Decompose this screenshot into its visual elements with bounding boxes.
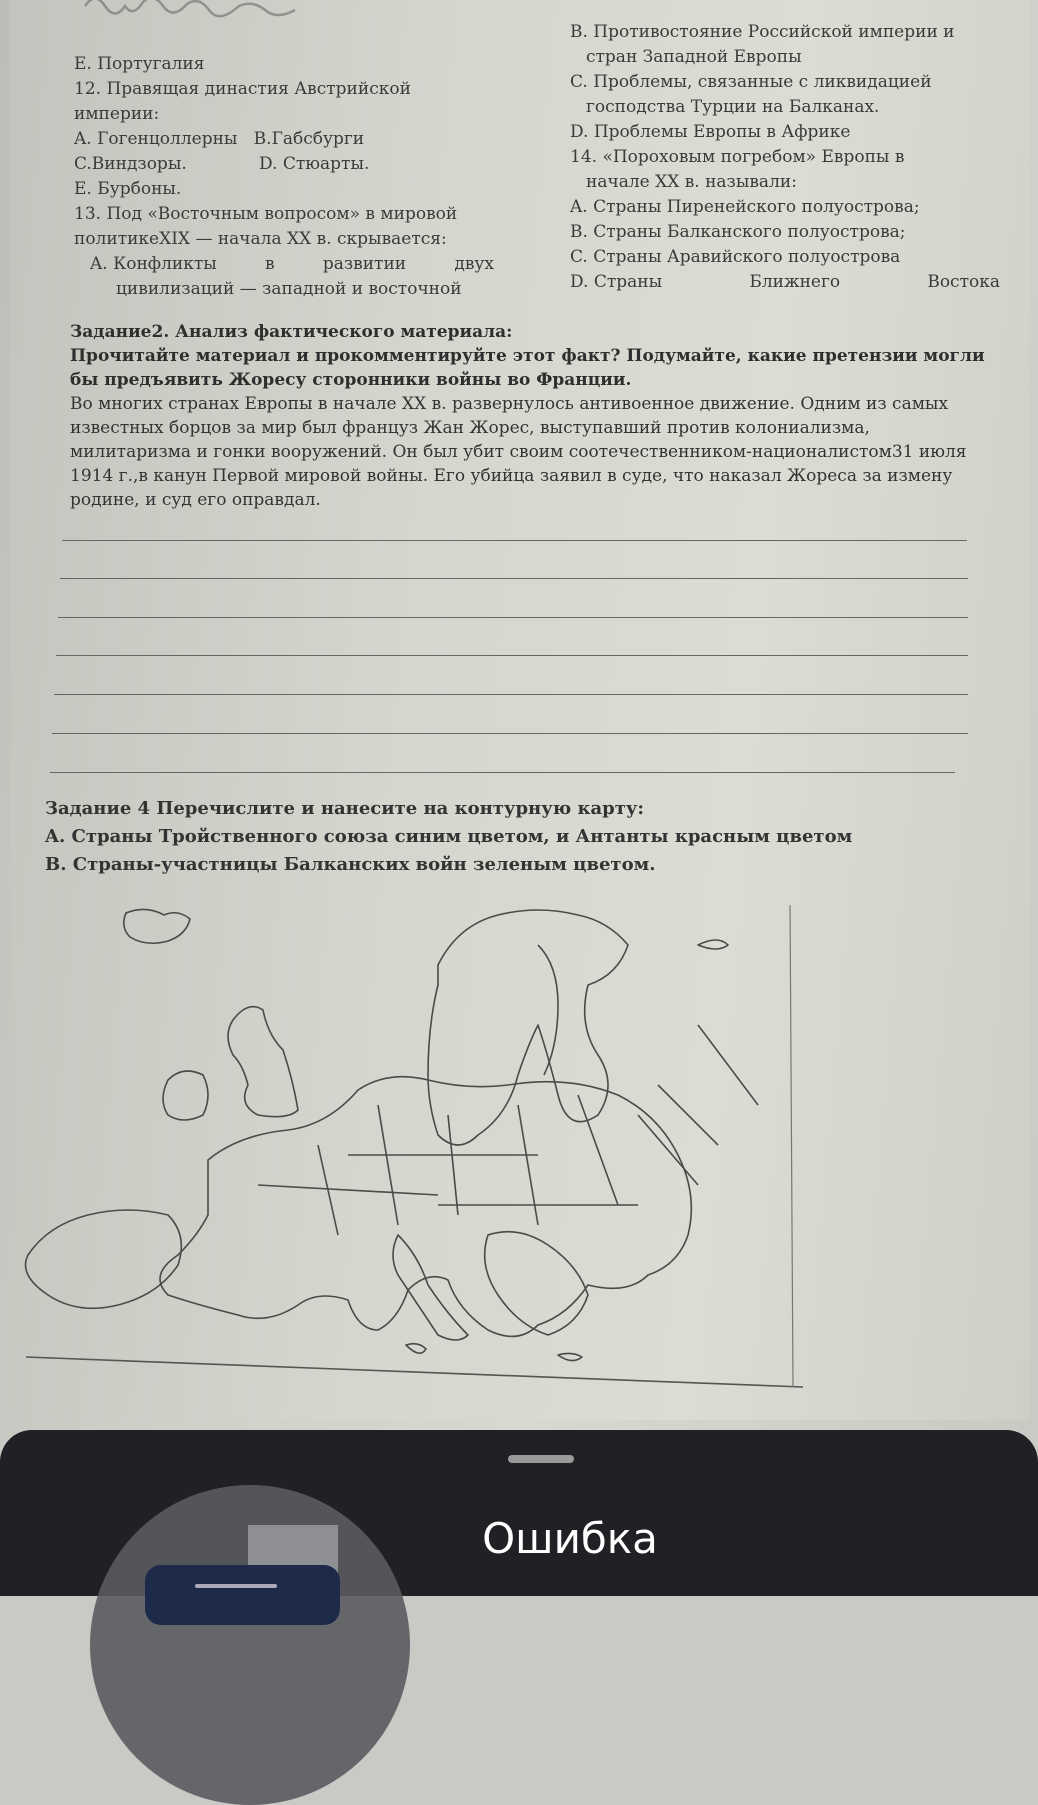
q14-option-d-word-3: Востока — [927, 272, 1000, 292]
task-2-prompt: Прочитайте материал и прокомментируйте этот факт? Подумайте, какие претензии могли бы предъявить Жоресу сторонники войны во Франции. — [70, 346, 985, 390]
q13-option-a-word-1: A. Конфликты — [90, 254, 217, 274]
q14-option-d-word-2: Ближнего — [749, 272, 841, 292]
question-13-cont: политикеXIX — начала XX в. скрывается: — [74, 229, 447, 249]
question-14-cont: начале XX в. называли: — [586, 172, 797, 192]
question-14: 14. «Пороховым погребом» Европы в — [570, 147, 905, 167]
q13-option-d: D. Проблемы Европы в Африке — [570, 122, 851, 142]
q13-option-c: C. Проблемы, связанные с ликвидацией — [570, 72, 932, 92]
answer-line-5 — [54, 694, 968, 695]
right-column — [570, 20, 1000, 295]
task-4 — [45, 795, 945, 879]
europe-contour-map — [18, 905, 808, 1405]
task-4-item-b: B. Страны-участницы Балканских войн зеленым цветом. — [45, 854, 656, 875]
task-4-item-a: A. Страны Тройственного союза синим цветом, и Антанты красным цветом — [45, 826, 853, 847]
task-2 — [70, 320, 990, 512]
q13-option-c-cont: господства Турции на Балканах. — [586, 97, 880, 117]
q14-option-d — [570, 270, 1000, 295]
answer-line-3 — [58, 617, 968, 618]
q13-option-b-cont: стран Западной Европы — [586, 47, 802, 67]
q12-option-d: D. Стюарты. — [259, 154, 370, 174]
q12-options-row-1 — [74, 127, 494, 152]
error-message: Ошибка — [482, 1514, 658, 1563]
question-13: 13. Под «Восточным вопросом» в мировой — [74, 204, 458, 224]
answer-line-1 — [62, 540, 967, 541]
q13-option-a — [74, 252, 494, 277]
answer-line-7 — [50, 772, 955, 773]
q12-option-e: E. Бурбоны. — [74, 179, 182, 199]
handwriting-scribble — [80, 0, 380, 34]
task-2-title: Задание2. Анализ фактического материала: — [70, 322, 513, 342]
q12-options-row-2 — [74, 152, 494, 177]
question-12: 12. Правящая династия Австрийской — [74, 79, 411, 99]
question-12-cont: империи: — [74, 104, 160, 124]
answer-line-4 — [56, 655, 968, 656]
q14-option-d-word-1: D. Страны — [570, 272, 663, 292]
answer-line-2 — [60, 578, 968, 579]
q13-option-b: B. Противостояние Российской империи и — [570, 22, 955, 42]
task-4-title: Задание 4 Перечислите и нанесите на контурную карту: — [45, 798, 645, 819]
menu-bar-icon — [195, 1584, 277, 1588]
q13-option-a-word-4: двух — [454, 254, 494, 274]
q12-option-a: A. Гогенцоллерны — [74, 129, 238, 149]
answer-line-6 — [52, 733, 968, 734]
q14-option-c: C. Страны Аравийского полуострова — [570, 247, 901, 267]
option-e-portugal: E. Португалия — [74, 54, 205, 74]
q13-option-a-word-2: в — [265, 254, 275, 274]
q13-option-a-cont: цивилизаций — западной и восточной — [116, 279, 462, 299]
left-column — [74, 52, 494, 302]
q12-option-b: B.Габсбурги — [253, 129, 365, 149]
q12-option-c: C.Виндзоры. — [74, 154, 187, 174]
q14-option-a: A. Страны Пиренейского полуострова; — [570, 197, 920, 217]
q14-option-b: B. Страны Балканского полуострова; — [570, 222, 906, 242]
retry-button[interactable] — [145, 1565, 340, 1625]
bottom-sheet-drag-handle[interactable] — [508, 1455, 574, 1463]
task-2-text: Во многих странах Европы в начале XX в. развернулось антивоенное движение. Одним из самых известных борцов за мир был француз Жан Жорес, выступавший против колониализма, милитаризма и гонки вооружений. Он был убит своим соотечественником-националистом31 июля 1914 г.,в канун Первой мировой войны. Его убийца заявил в суде, что наказал Жореса за измену родине, и суд его оправдал. — [70, 394, 967, 510]
q13-option-a-word-3: развитии — [322, 254, 407, 274]
